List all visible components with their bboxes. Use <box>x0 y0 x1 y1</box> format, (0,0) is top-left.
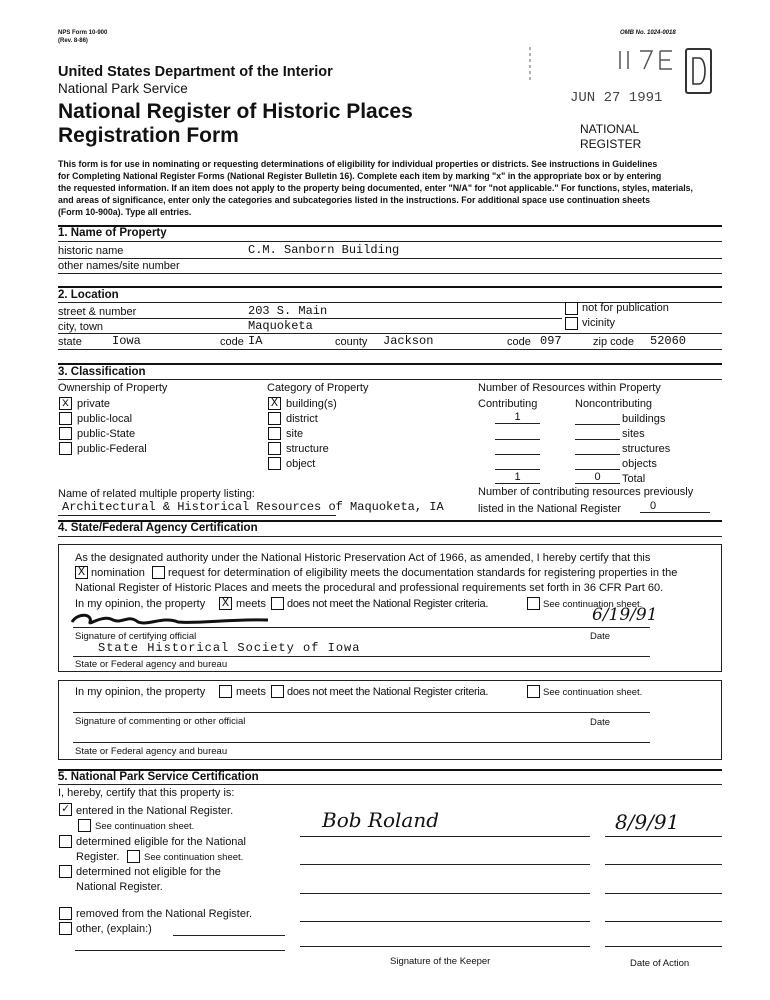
action-date[interactable]: 8/9/91 <box>615 810 680 834</box>
county-label: county <box>335 336 368 348</box>
eligible-label: determined eligible for the National <box>76 836 246 848</box>
certification-text: request for determination of eligibility meets the documentation standards for registering properties in the <box>168 567 678 579</box>
street-field[interactable]: 203 S. Main <box>248 304 328 318</box>
stamp-d-mark <box>685 48 712 94</box>
department: United States Department of the Interior <box>58 64 333 80</box>
section-2-title: 2. Location <box>58 289 119 301</box>
resource-label: structures <box>622 443 671 455</box>
ownership-label: private <box>77 398 111 410</box>
stamp-text: NATIONAL <box>580 122 640 136</box>
county-code-field[interactable]: 097 <box>540 334 562 348</box>
does-not-meet-checkbox-2[interactable] <box>271 685 284 698</box>
see-continuation-label: See continuation sheet. <box>144 852 244 863</box>
vicinity-label: vicinity <box>582 317 616 329</box>
date-of-action-label: Date of Action <box>630 958 690 969</box>
stamp-received-mark <box>528 45 680 85</box>
omb-number: OMB No. 1024-0018 <box>620 30 676 36</box>
category-label: site <box>286 428 304 440</box>
ownership-heading: Ownership of Property <box>58 382 168 394</box>
not-eligible-label: National Register. <box>76 881 163 893</box>
previously-listed-label: Number of contributing resources previously <box>478 486 694 498</box>
meets-checkbox[interactable]: X <box>219 597 232 610</box>
zip-field[interactable]: 52060 <box>650 334 687 348</box>
related-listing-field[interactable]: Architectural & Historical Resources of Maquoketa, IA <box>62 500 444 514</box>
eligible-continuation-checkbox[interactable] <box>127 850 140 863</box>
contributing-sites[interactable] <box>495 426 540 440</box>
city-label: city, town <box>58 321 104 333</box>
city-field[interactable]: Maquoketa <box>248 319 313 333</box>
section-5-title: 5. National Park Service Certification <box>58 771 259 783</box>
resource-label: sites <box>622 428 645 440</box>
section-1-title: 1. Name of Property <box>58 227 167 239</box>
state-label: state <box>58 336 82 348</box>
state-code-field[interactable]: IA <box>248 334 263 348</box>
other-checkbox[interactable] <box>59 922 72 935</box>
stamp-date: JUN 27 1991 <box>570 90 663 106</box>
contributing-total[interactable]: 1 <box>495 471 540 484</box>
category-label: district <box>286 413 318 425</box>
page-title: National Register of Historic Places <box>58 100 413 123</box>
other-label: other, (explain:) <box>76 923 152 935</box>
eligible-label: Register. <box>76 851 120 863</box>
contributing-objects[interactable] <box>495 456 540 470</box>
ownership-public-federal-checkbox[interactable] <box>59 442 72 455</box>
meets-checkbox-2[interactable] <box>219 685 232 698</box>
ownership-public-local-checkbox[interactable] <box>59 412 72 425</box>
removed-label: removed from the National Register. <box>76 908 253 920</box>
previously-listed-field[interactable]: 0 <box>640 500 710 513</box>
agency-field[interactable]: State Historical Society of Iowa <box>98 641 361 655</box>
date-label: Date <box>590 717 611 728</box>
entered-continuation-checkbox[interactable] <box>78 819 91 832</box>
certification-text: As the designated authority under the National Historic Preservation Act of 1966, as amended, I hereby certify that this <box>75 552 651 564</box>
does-not-meet-checkbox[interactable] <box>271 597 284 610</box>
keeper-label: Signature of the Keeper <box>390 956 491 967</box>
not-for-publication-checkbox[interactable] <box>565 302 578 315</box>
not-eligible-label: determined not eligible for the <box>76 866 221 878</box>
certification-text: National Register of Historic Places and meets the procedural and professional requirements set forth in 36 CFR Part 60. <box>75 582 664 594</box>
entered-label: entered in the National Register. <box>76 805 234 817</box>
eligibility-request-checkbox[interactable] <box>152 566 165 579</box>
noncontributing-sites[interactable] <box>575 426 620 440</box>
certify-text: I, hereby, certify that this property is: <box>58 787 235 799</box>
ownership-private-checkbox[interactable]: x <box>59 397 72 410</box>
does-not-meet-label: does not meet the National Register criteria. <box>287 686 489 698</box>
see-continuation-checkbox-2[interactable] <box>527 685 540 698</box>
vicinity-checkbox[interactable] <box>565 317 578 330</box>
date-label: Date <box>590 631 611 642</box>
historic-name-label: historic name <box>58 245 124 257</box>
stamp-text: REGISTER <box>580 137 642 151</box>
noncontributing-structures[interactable] <box>575 441 620 455</box>
noncontributing-heading: Noncontributing <box>575 398 653 410</box>
resource-label: objects <box>622 458 657 470</box>
category-structure-checkbox[interactable] <box>268 442 281 455</box>
see-continuation-label: See continuation sheet. <box>95 821 195 832</box>
category-object-checkbox[interactable] <box>268 457 281 470</box>
resource-label: Total <box>622 473 646 485</box>
related-listing-label: Name of related multiple property listing: <box>58 488 255 500</box>
certifying-signature <box>68 610 298 626</box>
ownership-label: public-Federal <box>77 443 147 455</box>
zip-label: zip code <box>593 336 634 348</box>
other-names-label: other names/site number <box>58 260 180 272</box>
agency: National Park Service <box>58 81 188 96</box>
signature-label: Signature of commenting or other official <box>75 716 246 727</box>
meets-label: meets <box>236 598 266 610</box>
ownership-label: public-local <box>77 413 133 425</box>
contributing-heading: Contributing <box>478 398 538 410</box>
noncontributing-objects[interactable] <box>575 456 620 470</box>
category-heading: Category of Property <box>267 382 369 394</box>
contributing-buildings[interactable]: 1 <box>495 411 540 424</box>
ownership-public-state-checkbox[interactable] <box>59 427 72 440</box>
state-field[interactable]: Iowa <box>112 334 141 348</box>
meets-label: meets <box>236 686 266 698</box>
section-3-title: 3. Classification <box>58 366 146 378</box>
historic-name-field[interactable]: C.M. Sanborn Building <box>248 243 400 257</box>
entered-checkbox[interactable]: ✓ <box>59 803 72 816</box>
street-label: street & number <box>58 306 137 318</box>
page-subtitle: Registration Form <box>58 124 239 147</box>
ownership-label: public-State <box>77 428 136 440</box>
category-district-checkbox[interactable] <box>268 412 281 425</box>
opinion-text: In my opinion, the property <box>75 686 206 698</box>
opinion-text: In my opinion, the property <box>75 598 206 610</box>
noncontributing-buildings[interactable] <box>575 411 620 425</box>
instructions: This form is for use in nominating or requesting determinations of eligibility for individual properties or districts. See instructions in Guidelines for Completing National Register Forms (National Register Bulletin 16). Complete each item by marking "x" in the appropriate box or by entering the requested information. If an item does not apply to the property being documented, enter "N/A" for "not applicable." For functions, styles, materials, and areas of significance, enter only the categories and subcategories listed in the instructions. For additional space use continuation sheets (Form 10-900a). Type all entries. <box>58 159 693 217</box>
eligible-checkbox[interactable] <box>59 835 72 848</box>
agency-label: State or Federal agency and bureau <box>75 746 228 757</box>
nomination-checkbox[interactable]: X <box>75 566 88 579</box>
category-building-checkbox[interactable]: X <box>268 397 281 410</box>
category-label: object <box>286 458 316 470</box>
keeper-signature: Bob Roland <box>322 808 440 832</box>
previously-listed-label: listed in the National Register <box>478 503 622 515</box>
not-for-publication-label: not for publication <box>582 302 669 314</box>
resources-heading: Number of Resources within Property <box>478 382 661 394</box>
resource-label: buildings <box>622 413 666 425</box>
state-code-label: code <box>220 336 244 348</box>
contributing-structures[interactable] <box>495 441 540 455</box>
not-eligible-checkbox[interactable] <box>59 865 72 878</box>
county-field[interactable]: Jackson <box>383 334 434 348</box>
certifying-date[interactable]: 6/19/91 <box>592 605 658 625</box>
see-continuation-label: See continuation sheet. <box>543 599 643 610</box>
see-continuation-checkbox[interactable] <box>527 597 540 610</box>
category-label: building(s) <box>286 398 337 410</box>
category-label: structure <box>286 443 329 455</box>
form-number: NPS Form 10-900 <box>58 30 108 36</box>
signature-label: Signature of certifying official <box>75 631 197 642</box>
see-continuation-label: See continuation sheet. <box>543 687 643 698</box>
noncontributing-total[interactable]: 0 <box>575 471 620 484</box>
nomination-label: nomination <box>91 567 145 579</box>
county-code-label: code <box>507 336 531 348</box>
agency-label: State or Federal agency and bureau <box>75 659 228 670</box>
form-revision: (Rev. 8-86) <box>58 38 88 44</box>
removed-checkbox[interactable] <box>59 907 72 920</box>
does-not-meet-label: does not meet the National Register criteria. <box>287 598 489 610</box>
section-4-title: 4. State/Federal Agency Certification <box>58 522 258 534</box>
category-site-checkbox[interactable] <box>268 427 281 440</box>
